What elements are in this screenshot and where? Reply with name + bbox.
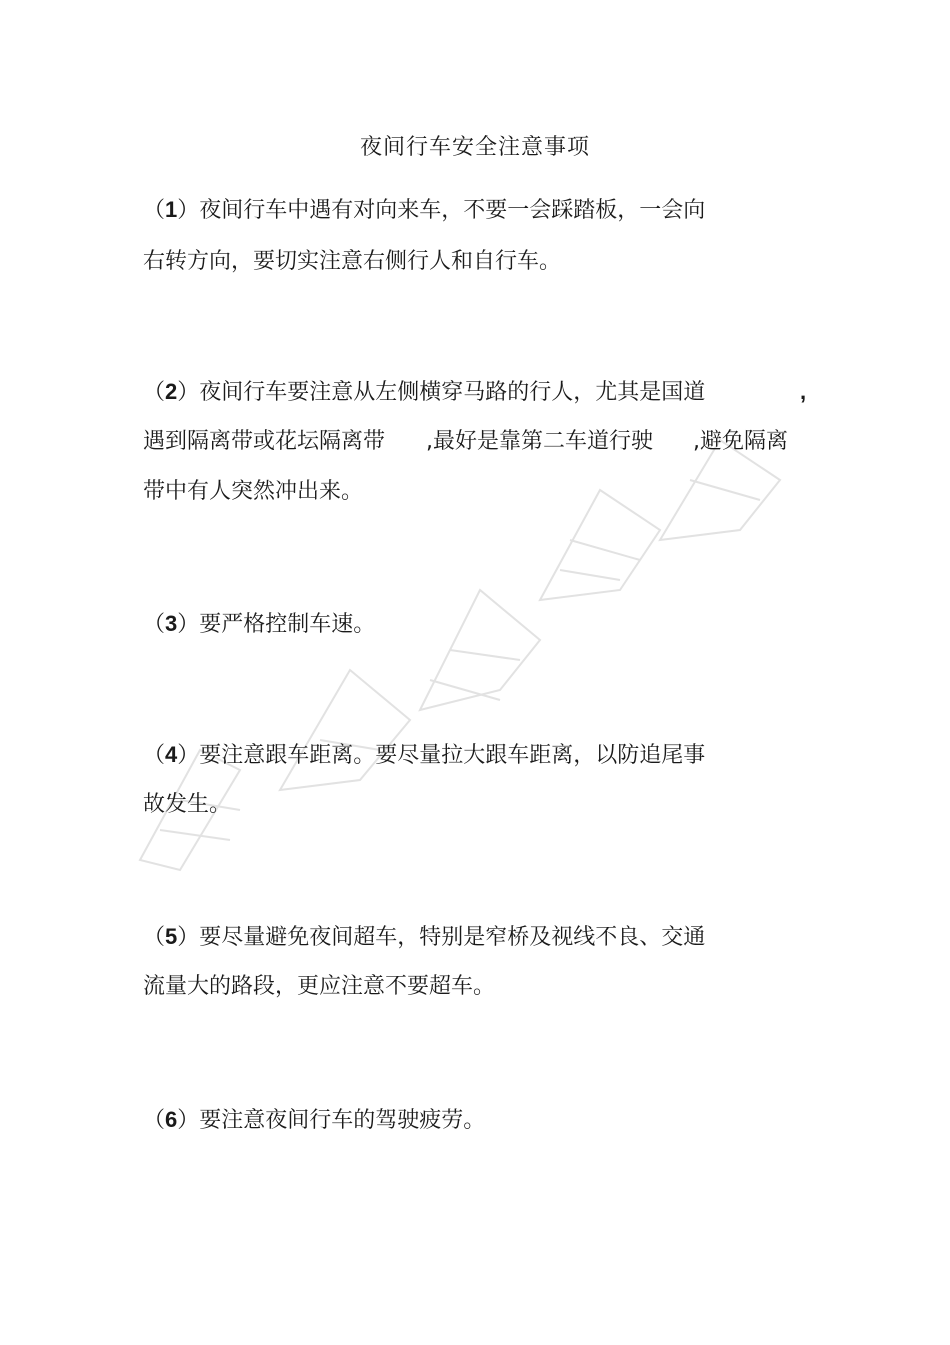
item-2-line-2-part-2: ,最好是靠第二车道行驶 [426,429,653,454]
item-4-line-2: 故发生。 [143,792,232,817]
item-2-trailing-comma: , [800,379,807,404]
item-number: 4 [165,742,178,767]
item-2-line-1: （2）夜间行车要注意从左侧横穿马路的行人，尤其是国道 [143,379,706,405]
page-title: 夜间行车安全注意事项 [359,135,590,160]
item-2-line-2-part-3: ,避免隔离 [693,429,788,454]
item-number: 6 [165,1107,178,1132]
item-number: 3 [165,611,178,636]
item-5-line-1: （5）要尽量避免夜间超车，特别是窄桥及视线不良、交通 [143,924,706,950]
item-2-line-3: 带中有人突然冲出来。 [143,479,364,504]
item-6-line-1: （6）要注意夜间行车的驾驶疲劳。 [143,1107,486,1133]
item-number: 1 [165,197,178,222]
item-number: 2 [165,379,178,404]
item-3-line-1: （3）要严格控制车速。 [143,611,376,637]
item-1-line-2: 右转方向，要切实注意右侧行人和自行车。 [143,249,562,274]
item-number: 5 [165,924,178,949]
item-2-line-2-part-1: 遇到隔离带或花坛隔离带 [143,429,386,454]
item-5-line-2: 流量大的路段，更应注意不要超车。 [143,974,496,999]
item-4-line-1: （4）要注意跟车距离。要尽量拉大跟车距离，以防追尾事 [143,742,706,768]
item-1-line-1: （1）夜间行车中遇有对向来车，不要一会踩踏板，一会向 [143,197,706,223]
